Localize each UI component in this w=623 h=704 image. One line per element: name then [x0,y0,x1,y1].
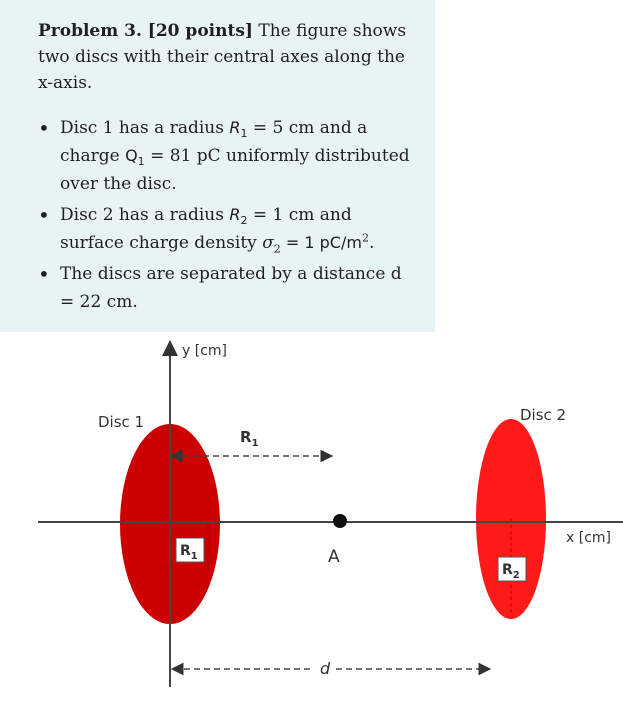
problem-text [38,18,418,319]
disc2-text-b: = 1 cm and surface charge density [60,205,352,253]
disc2-radius-symbol: $R_2$ [229,205,248,228]
list-item-disc1 [38,114,418,198]
distance-label: d [320,659,331,678]
disc2-unit-exponent: 2 [361,231,369,245]
disc1-text-b: = 5 cm and a charge [60,118,368,166]
point-a-marker [333,514,347,528]
problem-intro [38,18,418,96]
x-axis-label: x [cm] [566,530,611,546]
disc2-text-a: Disc 2 has a radius [60,205,230,225]
sigma-symbol: $\sigma_2$ [262,233,281,256]
disc1-text-c: = 81 pC uniformly distributed over the disc. [60,146,410,194]
disc2-text-d: . [368,233,375,253]
disc2-text-c: = 1 pC/m [280,233,362,252]
problem-intro-text: The figure shows two discs with their central axes along the x-axis. [38,21,407,93]
disc1-charge-symbol: $Q_1$ [125,146,145,169]
disc1-text-a: Disc 1 has a radius [60,118,230,138]
list-item-distance [38,260,418,316]
disc-figure [38,332,623,700]
given-list [38,114,418,316]
r2-label: $R_2$ [502,562,520,581]
list-item-disc2 [38,201,418,257]
problem-heading: Problem 3. [20 points] [38,21,253,41]
point-a-label: A [328,547,340,567]
distance-text: The discs are separated by a distance d = 22 cm. [60,264,402,312]
figure-svg [38,332,623,700]
disc-2-label: Disc 2 [520,406,567,424]
r1-inner-label: $R_1$ [180,543,198,562]
disc1-radius-symbol: $R_1$ [229,118,248,141]
r1-top-label: $R_1$ [240,428,259,449]
y-axis-label: y [cm] [182,343,227,359]
disc-1-label: Disc 1 [98,413,145,431]
problem-panel [0,0,435,332]
